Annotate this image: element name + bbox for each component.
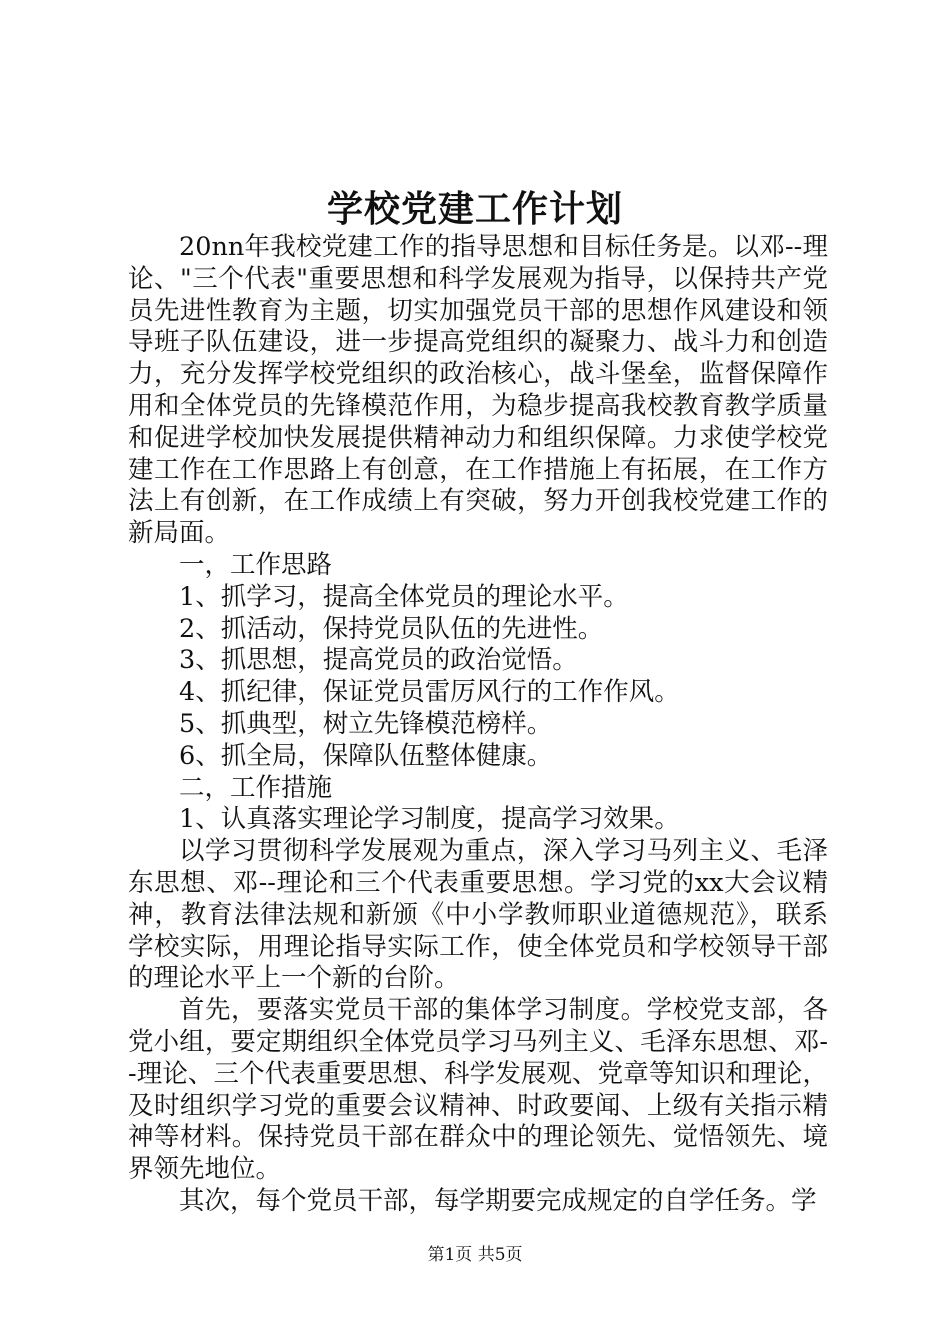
section-heading-work-approach: 一，工作思路 <box>179 549 333 580</box>
paragraph: 首先，要落实党员干部的集体学习制度。学校党支部，各党小组，要定期组织全体党员学习马列主义、毛泽东思想、邓--理论、三个代表重要思想、科学发展观、党章等知识和理论，及时组织学习党的重要会议精神、时政要闻、上级有关指示精神等材料。保持党员干部在群众中的理论领先、觉悟领先、境界领先地位。 <box>128 995 828 1185</box>
document-body <box>128 232 828 1218</box>
list-item: 4、抓纪律，保证党员雷厉风行的工作作风。 <box>179 677 680 708</box>
list-item: 1、抓学习，提高全体党员的理论水平。 <box>179 581 629 612</box>
page-number-footer: 第1页 共5页 <box>427 1245 523 1265</box>
paragraph: 其次，每个党员干部，每学期要完成规定的自学任务。学 <box>179 1185 817 1216</box>
subsection-heading: 1、认真落实理论学习制度，提高学习效果。 <box>179 804 680 835</box>
list-item: 5、抓典型，树立先锋模范榜样。 <box>179 708 553 739</box>
document-title: 学校党建工作计划 <box>326 188 623 230</box>
list-item: 6、抓全局，保障队伍整体健康。 <box>179 740 553 771</box>
paragraph-intro: 20nn年我校党建工作的指导思想和目标任务是。以邓--理论、"三个代表"重要思想和科学发展观为指导，以保持共产党员先进性教育为主题，切实加强党员干部的思想作风建设和领导班子队伍建设，进一步提高党组织的凝聚力、战斗力和创造力，充分发挥学校党组织的政治核心，战斗堡垒，监督保障作用和全体党员的先锋模范作用，为稳步提高我校教育教学质量和促进学校加快发展提供精神动力和组织保障。力求使学校党建工作在工作思路上有创意，在工作措施上有拓展，在工作方法上有创新，在工作成绩上有突破，努力开创我校党建工作的新局面。 <box>128 232 828 549</box>
paragraph: 以学习贯彻科学发展观为重点，深入学习马列主义、毛泽东思想、邓--理论和三个代表重要思想。学习党的xx大会议精神，教育法律法规和新颁《中小学教师职业道德规范》，联系学校实际，用理论指导实际工作，使全体党员和学校领导干部的理论水平上一个新的台阶。 <box>128 836 828 994</box>
list-item: 2、抓活动，保持党员队伍的先进性。 <box>179 613 604 644</box>
section-heading-work-measures: 二，工作措施 <box>179 772 333 803</box>
list-item: 3、抓思想，提高党员的政治觉悟。 <box>179 645 578 676</box>
